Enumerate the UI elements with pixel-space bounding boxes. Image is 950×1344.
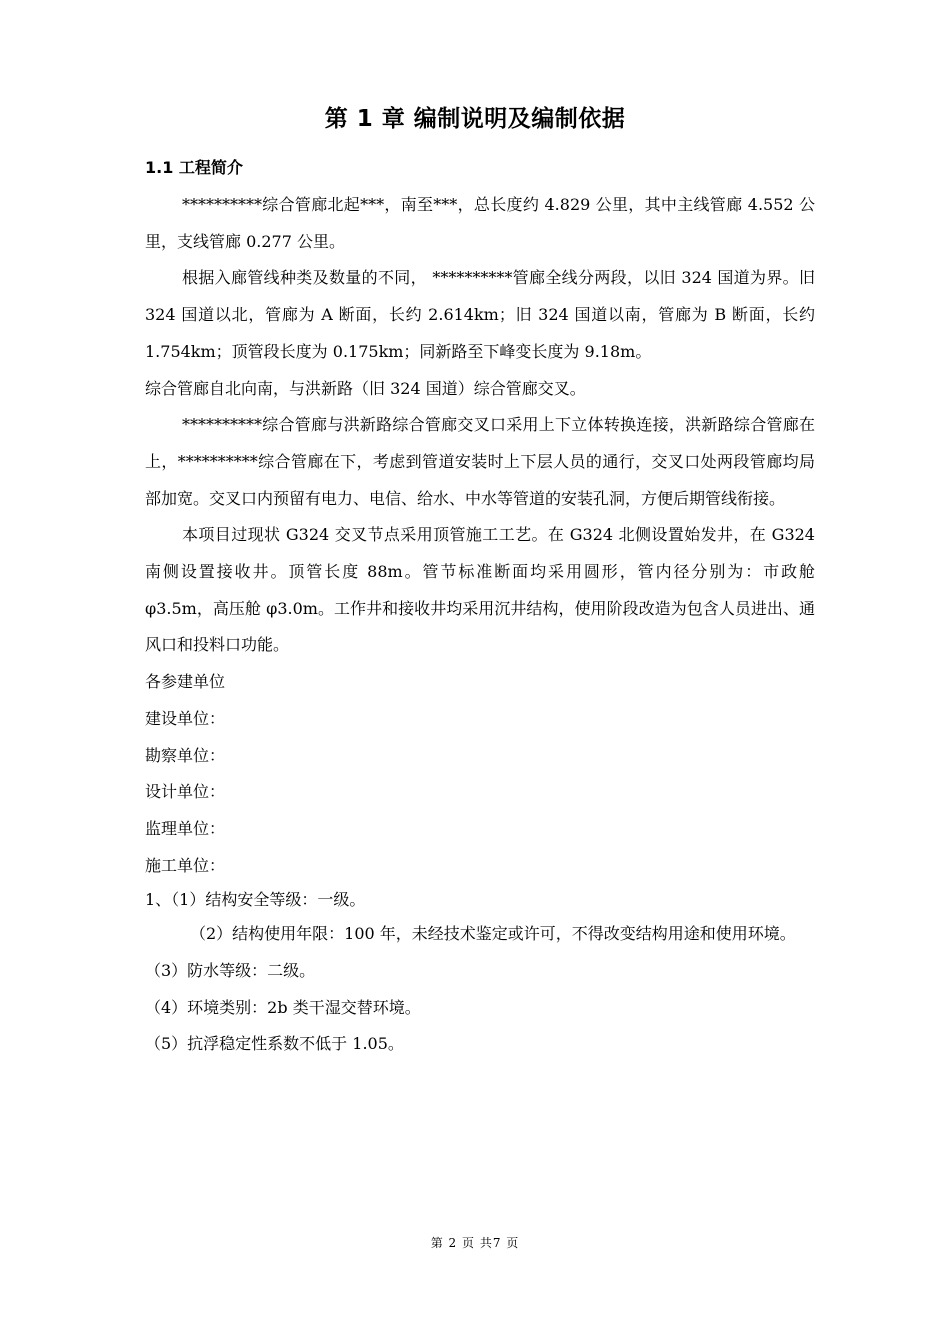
paragraph-intersection: 综合管廊自北向南，与洪新路（旧 324 国道）综合管廊交叉。 [145, 378, 586, 398]
paragraph-sections: 根据入廊管线种类及数量的不同， **********管廊全线分两段，以旧 324 国道为界。旧 324 国道以北，管廊为 A 断面，长约 2.614km；旧 324 国道以南，管廊为 B 断面，长约 1.754km；顶管段长度为 0.175km；同新路至下峰变长度为 9.18m。 [145, 268, 815, 361]
document-body [145, 187, 815, 1063]
paragraph-overview: **********综合管廊北起***，南至***，总长度约 4.829 公里，其中主线管廊 4.552 公里，支线管廊 0.277 公里。 [145, 195, 815, 251]
section-title: 1.1 工程简介 [145, 158, 243, 177]
chapter-title: 第 1 章 编制说明及编制依据 [324, 106, 626, 132]
item-service-life: （2）结构使用年限：100 年，未经技术鉴定或许可，不得改变结构用途和使用环境。 [190, 924, 796, 944]
item-environment-class: （4）环境类别：2b 类干湿交替环境。 [145, 997, 421, 1017]
item-anti-float-coefficient: （5）抗浮稳定性系数不低于 1.05。 [145, 1034, 404, 1054]
page-footer: 第 2 页 共7 页 [430, 1236, 520, 1250]
construction-unit-label: 建设单位： [145, 708, 226, 728]
survey-unit-label: 勘察单位： [145, 745, 226, 765]
item-safety-grade: 1、（1）结构安全等级：一级。 [145, 890, 366, 910]
design-unit-label: 设计单位： [145, 782, 226, 802]
supervision-unit-label: 监理单位： [145, 818, 226, 838]
item-waterproof-grade: （3）防水等级：二级。 [145, 961, 316, 981]
units-heading: 各参建单位 [145, 672, 226, 692]
paragraph-connection: **********综合管廊与洪新路综合管廊交叉口采用上下立体转换连接，洪新路综合管廊在上，**********综合管廊在下，考虑到管道安装时上下层人员的通行，交叉口处两段管廊均局部加宽。交叉口内预留有电力、电信、给水、中水等管道的安装孔洞，方便后期管线衔接。 [145, 415, 815, 508]
paragraph-pipe-jacking: 本项目过现状 G324 交叉节点采用顶管施工工艺。在 G324 北侧设置始发井，在 G324 南侧设置接收井。顶管长度 88m。管节标准断面均采用圆形，管内径分别为：市政舱 φ3.5m，高压舱 φ3.0m。工作井和接收井均采用沉井结构，使用阶段改造为包含人员进出、通风口和投料口功能。 [145, 525, 815, 655]
builder-unit-label: 施工单位： [145, 855, 226, 875]
